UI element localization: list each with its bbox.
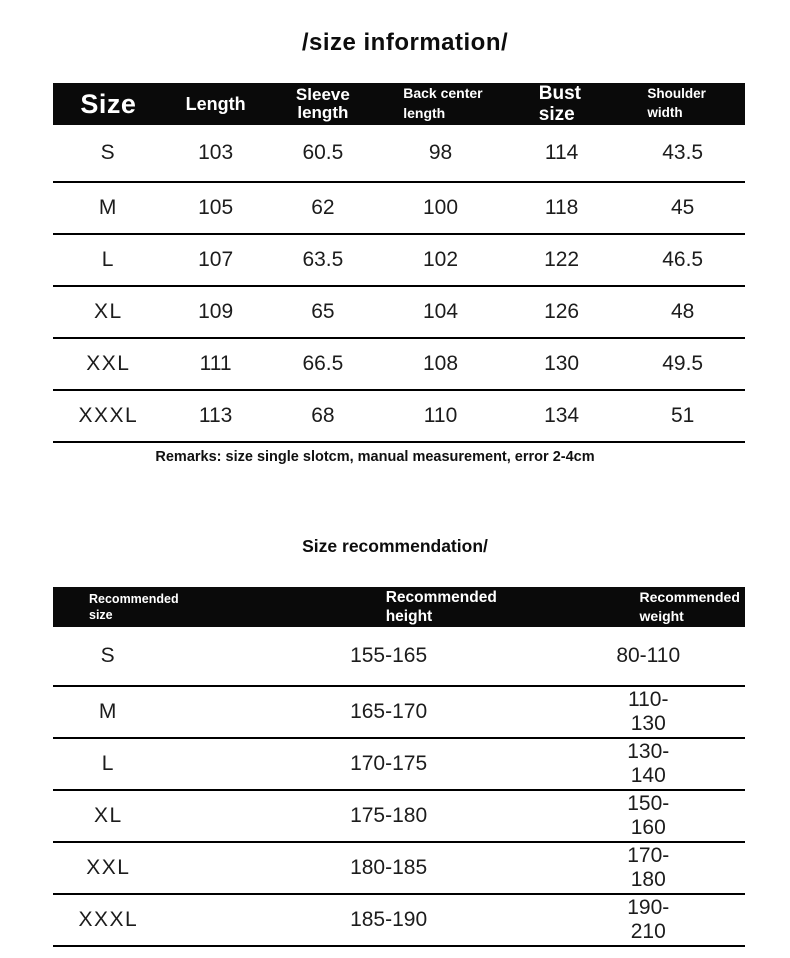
size-cell: XXXL <box>78 404 139 427</box>
back-center-length-cell: 100 <box>422 196 459 219</box>
header-cell-bust-size: Bust size <box>538 82 582 125</box>
table-row <box>53 687 745 739</box>
header-cell-recommended-size: Recommended size <box>89 591 179 622</box>
length-cell: 105 <box>198 196 234 219</box>
recommended-weight-cell: 170-180 <box>627 844 670 891</box>
size-cell: XXL <box>86 352 131 375</box>
sleeve-length-cell: 62 <box>311 196 335 219</box>
size-cell: XL <box>94 300 123 323</box>
table-row <box>53 739 745 791</box>
recommended-weight-cell: 190-210 <box>627 896 670 943</box>
length-cell: 103 <box>198 141 234 164</box>
length-cell: 111 <box>199 352 232 375</box>
size-recommendation-title: Size recommendation/ <box>302 536 488 556</box>
size-cell: S <box>100 141 117 164</box>
recommended-size-cell: S <box>100 644 117 667</box>
recommended-size-cell: XXL <box>86 856 131 879</box>
shoulder-width-cell: 45 <box>671 196 695 219</box>
header-cell-recommended-height: Recommended height <box>385 588 497 625</box>
table-row <box>53 339 745 391</box>
recommended-height-cell: 185-190 <box>350 908 428 931</box>
table-row <box>53 791 745 843</box>
recommended-height-cell: 165-170 <box>350 700 428 723</box>
size-information-header-row <box>53 83 745 125</box>
table-row <box>53 627 745 687</box>
size-recommendation-table <box>53 587 745 947</box>
recommended-height-cell: 155-165 <box>350 644 428 667</box>
size-information-table <box>53 83 745 443</box>
recommended-weight-cell: 80-110 <box>616 644 681 667</box>
length-cell: 113 <box>198 404 233 427</box>
table-row <box>53 287 745 339</box>
back-center-length-cell: 102 <box>422 248 459 271</box>
back-center-length-cell: 108 <box>422 352 459 375</box>
shoulder-width-cell: 51 <box>671 404 695 427</box>
table-row <box>53 183 745 235</box>
recommended-size-cell: XXXL <box>78 908 139 931</box>
table-row <box>53 125 745 183</box>
header-cell-recommended-weight: Recommended weight <box>639 589 740 624</box>
shoulder-width-cell: 46.5 <box>662 248 704 271</box>
table-row <box>53 843 745 895</box>
recommended-height-cell: 175-180 <box>350 804 428 827</box>
bust-size-cell: 126 <box>544 300 580 323</box>
header-cell-back-center-length: Back center length <box>403 85 483 121</box>
sleeve-length-cell: 60.5 <box>302 141 344 164</box>
shoulder-width-cell: 43.5 <box>662 141 704 164</box>
size-information-title: /size information/ <box>301 29 509 56</box>
length-cell: 107 <box>198 248 234 271</box>
recommended-weight-cell: 130-140 <box>627 740 670 787</box>
recommended-size-cell: L <box>101 752 115 775</box>
table-row <box>53 235 745 287</box>
recommended-weight-cell: 150-160 <box>627 792 670 839</box>
table-row <box>53 895 745 947</box>
table-row <box>53 391 745 443</box>
header-cell-sleeve-length: Sleeve length <box>295 84 350 122</box>
recommended-size-cell: M <box>98 700 118 723</box>
back-center-length-cell: 98 <box>428 141 453 164</box>
recommended-height-cell: 180-185 <box>350 856 428 879</box>
recommended-size-cell: XL <box>94 804 123 827</box>
bust-size-cell: 122 <box>544 248 580 271</box>
back-center-length-cell: 110 <box>423 404 458 427</box>
shoulder-width-cell: 48 <box>671 300 695 323</box>
shoulder-width-cell: 49.5 <box>662 352 704 375</box>
sleeve-length-cell: 68 <box>311 404 335 427</box>
bust-size-cell: 134 <box>544 404 580 427</box>
size-cell: M <box>98 196 118 219</box>
bust-size-cell: 130 <box>544 352 580 375</box>
header-cell-shoulder-width: Shoulder width <box>647 86 706 120</box>
recommended-height-cell: 170-175 <box>350 752 428 775</box>
sleeve-length-cell: 66.5 <box>302 352 344 375</box>
remarks-text: Remarks: size single slotcm, manual measurement, error 2-4cm <box>155 449 595 465</box>
bust-size-cell: 118 <box>544 196 579 219</box>
recommended-weight-cell: 110-130 <box>628 688 669 735</box>
size-cell: L <box>101 248 115 271</box>
back-center-length-cell: 104 <box>422 300 459 323</box>
header-cell-size: Size <box>80 88 137 119</box>
length-cell: 109 <box>198 300 234 323</box>
bust-size-cell: 114 <box>544 141 579 164</box>
size-recommendation-header-row <box>53 587 745 627</box>
sleeve-length-cell: 63.5 <box>302 248 344 271</box>
sleeve-length-cell: 65 <box>311 300 335 323</box>
header-cell-length: Length <box>185 93 246 114</box>
